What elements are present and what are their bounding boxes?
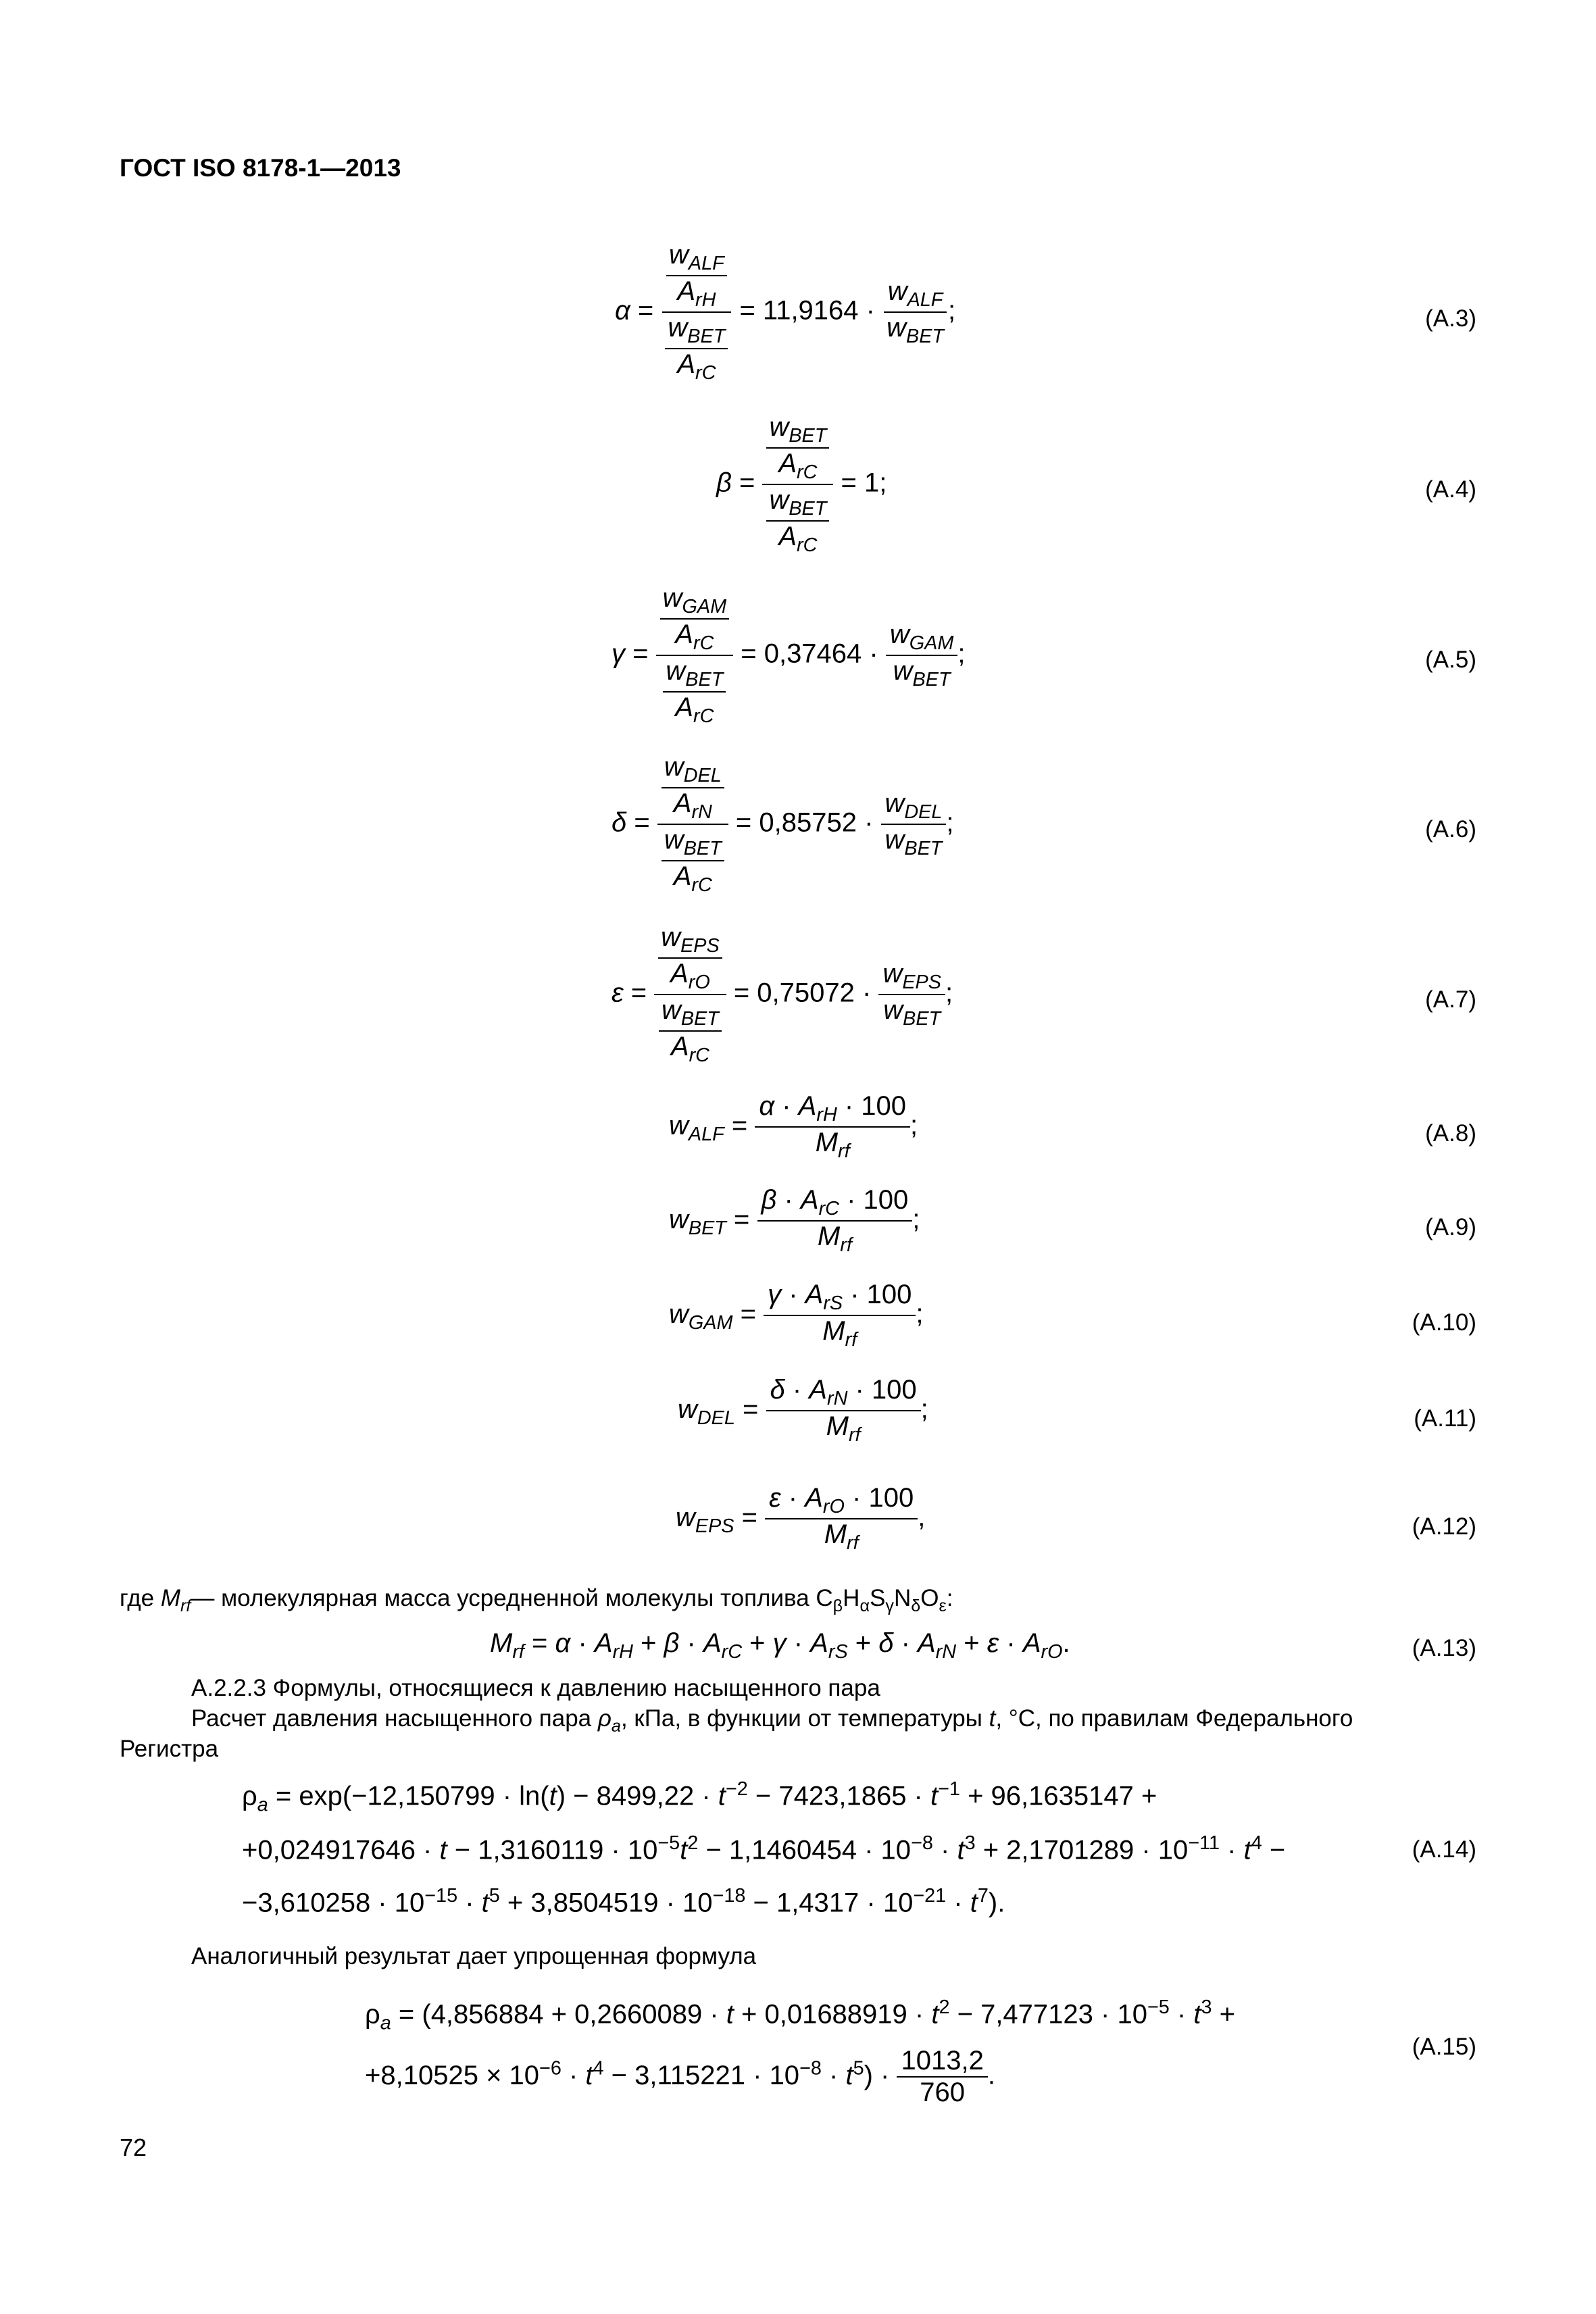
equation-number: (A.10) (1412, 1309, 1476, 1336)
equation-number: (A.13) (1412, 1635, 1476, 1661)
page-number: 72 (120, 2134, 147, 2161)
equation-number: (A.6) (1425, 816, 1476, 842)
paragraph: Расчет давления насыщенного пара $\rho_a$, кПа, в функции от температуры t, °С, по правилам Федерального (191, 1705, 1353, 1736)
equation-a3: α = $\frac{\frac{w_{ALF}}{A_{rH}}}{\frac{w_{BET}}{A_{rC}}}$ = 11,9164 · $\frac{w_{ALF}}{w_{BET}}$ ; (615, 240, 956, 384)
paragraph-cont: Регистра (120, 1736, 219, 1762)
equation-a4: β = $\frac{\frac{w_{BET}}{A_{rC}}}{\frac{w_{BET}}{A_{rC}}}$ = 1; (716, 412, 887, 556)
equation-a14-line1: $\rho_a = \exp(-12,150799 \cdot \ln(t) - 8499,22 \cdot t^{-2} - 7423,1865 \cdot t^{-1} + 96,1635147$ + (242, 1778, 1157, 1816)
equation-a15-line1: $\rho_a = (4,856884 + 0,2660089 \cdot t + 0,01688919 \cdot t^2 - 7,477123 \cdot 10^{-5} \cdot t^3$ + (365, 1996, 1235, 2034)
page-header: ГОСТ ISO 8178-1—2013 (120, 154, 401, 182)
equation-a13: $M_{rf} = \alpha \cdot A_{rH} + \beta \cdot A_{rC} + \gamma \cdot A_{rS} + \delta \cdot A_{rN} + \varepsilon \cdot A_{rO}$. (490, 1628, 1070, 1663)
equation-a10: $w_{GAM}$ = $\frac{\gamma \cdot A_{rS} \cdot 100}{M_{rf}}$ ; (669, 1280, 924, 1351)
equation-a5: γ = $\frac{\frac{w_{GAM}}{A_{rC}}}{\frac{w_{BET}}{A_{rC}}}$ = 0,37464 · $\frac{w_{GAM}}{w_{BET}}$ ; (612, 583, 966, 727)
equation-a12: $w_{EPS}$ = $\frac{\varepsilon \cdot A_{rO} \cdot 100}{M_{rf}}$ , (676, 1483, 926, 1554)
equation-number: (A.14) (1412, 1836, 1476, 1863)
equation-number: (A.15) (1412, 2034, 1476, 2060)
equation-a14-line2: $+0,024917646 \cdot t - 1,3160119 \cdot 10^{-5}t^2 - 1,1460454 \cdot 10^{-8} \cdot t^3 + 2,1701289 \cdot 10^{-11} \cdot t^4$ − (242, 1832, 1286, 1865)
equation-number: (A.11) (1414, 1405, 1476, 1432)
section-heading: A.2.2.3 Формулы, относящиеся к давлению насыщенного пара (191, 1675, 880, 1701)
equation-number: (A.8) (1425, 1120, 1476, 1147)
equation-number: (A.5) (1425, 647, 1476, 673)
equation-a14-line3: $-3,610258 \cdot 10^{-15} \cdot t^5 + 3,8504519 \cdot 10^{-18} - 1,4317 \cdot 10^{-21} \cdot t^7$). (242, 1885, 1005, 1918)
equation-number: (A.7) (1425, 986, 1476, 1013)
equation-number: (A.4) (1425, 476, 1476, 503)
where-clause: где $M_{rf}—$ молекулярная масса усредненной молекулы топлива $C_\beta H_\alpha S_\gamma N_\delta O_\varepsilon$: (120, 1585, 953, 1615)
equation-a9: $w_{BET}$ = $\frac{\beta \cdot A_{rC} \cdot 100}{M_{rf}}$ ; (669, 1185, 920, 1256)
equation-number: (A.9) (1425, 1214, 1476, 1240)
equation-a6: δ = $\frac{\frac{w_{DEL}}{A_{rN}}}{\frac{w_{BET}}{A_{rC}}}$ = 0,85752 · $\frac{w_{DEL}}{w_{BET}}$ ; (612, 752, 954, 896)
equation-number: (A.12) (1412, 1513, 1476, 1540)
equation-a11: $w_{DEL}$ = $\frac{\delta \cdot A_{rN} \cdot 100}{M_{rf}}$ ; (678, 1375, 928, 1446)
equation-a15-line2: $+8,10525 \times 10^{-6} \cdot t^4 - 3,115221 \cdot 10^{-8} \cdot t^5$) · $\frac{1013,2}{760}$ . (365, 2046, 995, 2107)
equation-a8: $w_{ALF}$ = $\frac{\alpha \cdot A_{rH} \cdot 100}{M_{rf}}$ ; (669, 1091, 918, 1162)
equation-number: (A.3) (1425, 305, 1476, 332)
equation-a7: ε = $\frac{\frac{w_{EPS}}{A_{rO}}}{\frac{w_{BET}}{A_{rC}}}$ = 0,75072 · $\frac{w_{EPS}}{w_{BET}}$ ; (612, 922, 953, 1066)
paragraph-analog: Аналогичный результат дает упрощенная формула (191, 1943, 757, 1969)
